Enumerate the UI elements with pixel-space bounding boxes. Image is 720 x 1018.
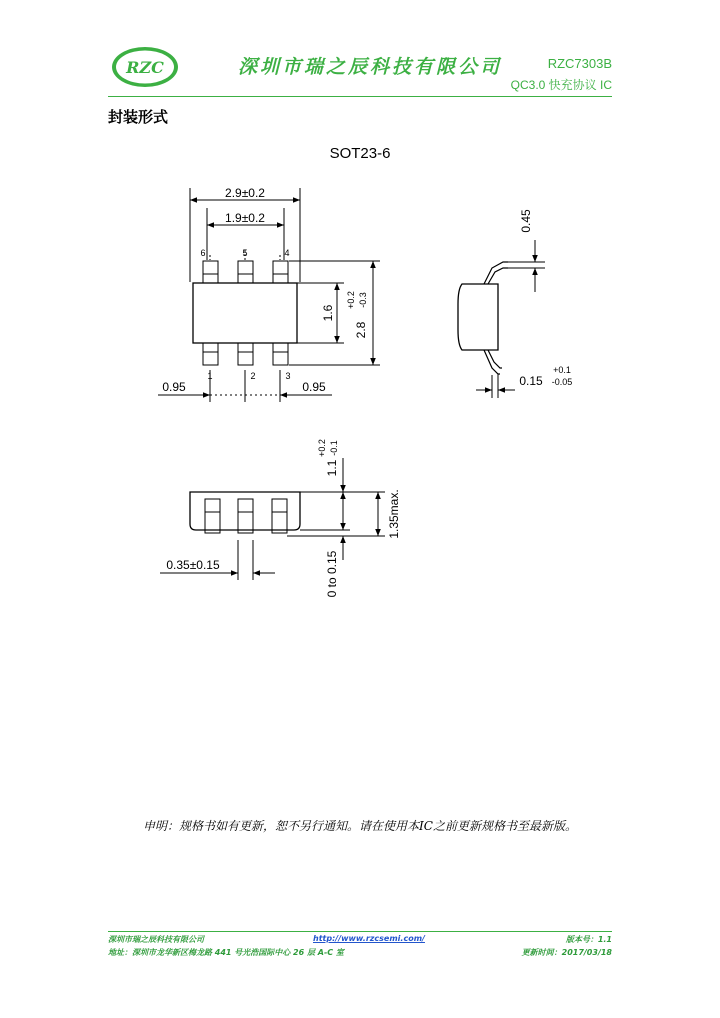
logo-text: RZC: [126, 58, 164, 77]
dim-lead-thickness-tol-plus: +0.1: [553, 365, 571, 375]
pin-label-5: 5: [242, 248, 248, 258]
pin-label-3: 3: [285, 371, 291, 381]
package-name: SOT23-6: [329, 145, 391, 162]
pin-label-2: 2: [250, 371, 256, 381]
lead-front-2: [238, 499, 253, 533]
dim-pitch-right: 0.95: [302, 380, 326, 394]
package-body-top-view: [193, 283, 297, 343]
dim-lead-thickness-tol-minus: -0.05: [551, 377, 573, 387]
footer-date: 更新时间：2017/03/18: [521, 948, 612, 957]
footer-divider: [108, 931, 612, 932]
lead-front-3: [272, 499, 287, 533]
product-subtitle: QC3.0 快充协议 IC: [510, 78, 612, 92]
dim-standoff: 0 to 0.15: [325, 550, 339, 598]
pin-3-lead: [273, 343, 288, 365]
model-number: RZC7303B: [547, 56, 612, 71]
dim-overall-width: 2.9±0.2: [225, 186, 265, 200]
dim-total-width: 2.8: [354, 321, 368, 339]
pin-4-lead: [273, 261, 288, 283]
section-title: 封装形式: [108, 108, 169, 126]
footer-version: 版本号：1.1: [565, 935, 612, 944]
footer-address: 地址：深圳市龙华新区梅龙路 441 号光浩国际中心 26 层 A-C 室: [108, 948, 344, 957]
dim-lead-thickness: 0.15: [519, 374, 543, 388]
footer-website-link[interactable]: http://www.rzcsemi.com/: [313, 934, 425, 943]
disclaimer: 申明：规格书如有更新，恕不另行通知。请在使用本IC之前更新规格书至最新版。: [143, 819, 577, 833]
dim-pitch-outer: 1.9±0.2: [225, 211, 265, 225]
dim-total-width-tol-minus: -0.3: [358, 292, 368, 308]
dim-body-height: 1.1: [325, 459, 339, 477]
pin-2-lead: [238, 343, 253, 365]
company-name: 深圳市瑞之辰科技有限公司: [238, 56, 503, 78]
pin-label-1: 1: [207, 371, 213, 381]
dim-total-height: 1.35max.: [387, 489, 401, 539]
pin-5-lead: [238, 261, 253, 283]
dim-total-width-tol-plus: +0.2: [346, 291, 356, 309]
dim-body-width: 1.6: [321, 304, 335, 322]
dim-body-height-tol-minus: -0.1: [329, 440, 339, 456]
dim-lead-length: 0.45: [519, 209, 533, 233]
dim-pitch-left: 0.95: [162, 380, 186, 394]
pin-1-lead: [203, 343, 218, 365]
pin-6-lead: [203, 261, 218, 283]
package-body-side-view: [458, 284, 498, 350]
package-body-front-view: [190, 492, 300, 530]
lead-front-1: [205, 499, 220, 533]
dim-lead-width: 0.35±0.15: [166, 558, 220, 572]
footer-company: 深圳市瑞之辰科技有限公司: [108, 935, 204, 944]
dim-body-height-tol-plus: +0.2: [317, 439, 327, 457]
pin-label-6: 6: [200, 248, 206, 258]
pin-label-4: 4: [284, 248, 290, 258]
